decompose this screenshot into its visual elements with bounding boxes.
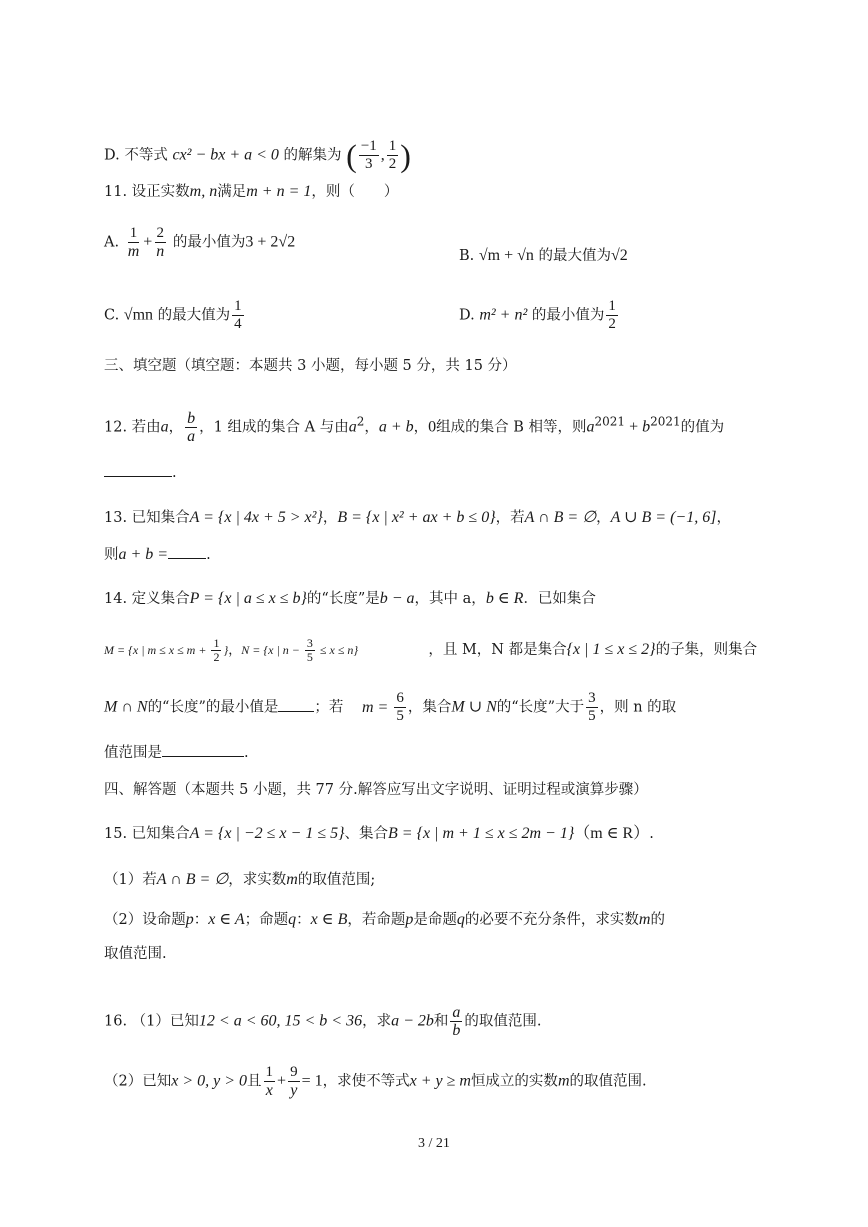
fraction: $\frac{-1}{3}$ [360,138,377,172]
stem-text: ，求使不等式 [322,1073,410,1090]
q11-stem [104,182,398,202]
math-expr: {x | 1 ≤ x ≤ 2} [566,641,656,658]
fraction: $\frac{1}{2}$ [608,298,616,332]
math-expr: x + y ≥ m [409,1072,471,1090]
fraction: $\frac{2}{n}$ [156,225,165,260]
fraction: $\frac{3}{5}$ [306,636,313,664]
q15-part2: （2）设命题p：x ∈ A；命题q：x ∈ B，若命题p是命题q的必要不充分条件，求实数m的 [104,911,665,928]
stem-text: 的“长度”是 [306,591,380,607]
stem-text: ，1 组成的集合 A 与由 [199,419,349,436]
q11-option-b [459,246,628,266]
stem-text: 则 [104,547,119,563]
q16-part2: （2）已知x > 0, y > 0且 $\frac{1}{x}$ + $\frac{9}{y}$ = 1，求使不等式x + y ≥ m恒成立的实数m的取值范围. [104,1064,647,1099]
stem-text: 、集合 [344,826,389,842]
stem-text: ，且 M，N 都是集合 [428,642,567,658]
math-expr: A = {x | −2 ≤ x − 1 ≤ 5} [189,825,345,842]
stem-text: ；命题 [244,912,289,928]
fraction: $\frac{1}{m}$ [127,225,140,260]
answer-blank[interactable] [278,697,314,712]
stem-text: ．已如集合 [523,591,596,607]
stem-text: 设正实数 [131,184,190,200]
math-expr: A ∪ B = (−1, 6] [610,509,717,526]
answer-blank[interactable] [162,742,244,757]
stem-text: 的必要不充分条件，求实数 [464,912,639,928]
stem-text: 值范围是 [104,745,162,761]
q10-option-d: D. 不等式 cx² − bx + a < 0 的解集为 ( $\frac{-1}{3}$ , $\frac{1}{2}$ ) [104,137,411,174]
fraction: $\frac{1}{x}$ [265,1064,274,1099]
fraction: $\frac{1}{2}$ [213,636,220,664]
stem-text: ，若 [495,510,525,526]
interval-close-paren: ) [400,137,411,174]
stem-text: 恒成立的实数 [470,1073,558,1090]
math-expr: m² + n² [479,306,528,324]
math-expr: x ∈ A [208,911,245,928]
q12-line1: 12. 若由a， $\frac{b}{a}$ ，1 组成的集合 A 与由$a^2$，a + b，0组成的集合 B 相等，则$a^{2021} + b^{2021}$的值为 [104,410,725,445]
stem-text: 定义集合 [131,591,190,607]
math-expr: M ∩ N [104,698,148,716]
math-expr: （m ∈ R） [574,825,650,842]
question-number: 15. [104,826,128,842]
q14-line3: M ∩ N的“长度”的最小值是 ；若 m = $\frac{6}{5}$ ，集合M ∪ N的“长度”大于 $\frac{3}{5}$ ，则 n 的取 [104,690,677,724]
math-expr: √2 [611,247,628,264]
math-expr: 12 < a < 60, 15 < b < 36 [198,1012,363,1030]
stem-text: 的“长度”的最小值是 [147,699,279,716]
section-heading: 四、解答题（本题共 5 小题，共 77 分.解答应写出文字说明、证明过程或演算步骤） [104,782,648,798]
q11-option-d [459,298,620,333]
stem-text: （1）已知 [131,1013,199,1030]
math-expr: B = {x | m + 1 ≤ x ≤ 2m − 1} [388,825,575,842]
math-expr: x ∈ B [310,911,348,928]
stem-text: 已知集合 [131,510,190,526]
math-expr: a − 2b [391,1012,434,1030]
math-expr: B = {x | x² + ax + b ≤ 0} [337,509,496,526]
q15-part1: （1）若A ∩ B = ∅，求实数m的取值范围; [104,871,376,888]
math-expr: A ∩ B = ∅ [524,509,597,526]
stem-text: 且 [247,1073,262,1090]
question-number: 13. [104,510,128,526]
answer-blank[interactable] [168,544,206,559]
q12-line2: . [104,462,177,483]
q15-part2-line2: 取值范围. [104,946,167,962]
math-expr: M ∪ N [451,698,497,716]
fraction: $\frac{3}{5}$ [588,690,596,724]
interval-open-paren: ( [346,137,357,174]
section-heading: 三、填空题（填空题：本题共 3 小题，每小题 5 分，共 15 分） [104,358,517,374]
q15-line1: 15. 已知集合A = {x | −2 ≤ x − 1 ≤ 5}、集合B = {x | m + 1 ≤ x ≤ 2m − 1}（m ∈ R）. [104,825,654,842]
fraction: $\frac{6}{5}$ [396,690,404,724]
option-label: C. [104,307,120,324]
stem-text: 是命题 [413,912,457,928]
option-text: 的最大值为 [157,307,231,324]
stem-text: ，其中 a， [414,591,486,607]
answer-blank[interactable] [104,462,172,477]
stem-text: 的子集，则集合 [655,642,758,658]
option-label: D. [459,307,475,324]
math-expr: b − a [379,590,415,607]
math-expr: x > 0, y > 0 [171,1072,248,1090]
stem-text: 若由 [131,419,161,436]
option-text: 的最小值为 [172,234,246,251]
math-expr: 3 + 2√2 [245,233,296,251]
math-expr: m + n = 1 [246,183,312,200]
q14-line1 [104,589,596,609]
math-expr: A ∩ B = ∅ [156,871,229,888]
math-expr: a + b = [118,546,169,563]
question-number: 11. [104,184,128,200]
q11-option-c [104,298,246,333]
stem-text: ，则（ ） [311,184,399,200]
stem-text: 的取值范围; [297,872,376,888]
stem-text: ，集合 [407,699,452,716]
stem-text: 组成的集合 B 相等，则 [436,419,587,436]
stem-text: ，求 [362,1013,392,1030]
option-text: 的最小值为 [531,307,605,324]
stem-text: 的取值范围. [464,1013,542,1030]
stem-text: ，求实数 [228,872,287,888]
math-expr: m, n [189,183,218,200]
stem-text: 的取值范围. [569,1073,647,1090]
stem-text: 的 [650,912,665,928]
stem-text: 的值为 [680,419,725,436]
math-expr: cx² − bx + a < 0 [172,146,279,164]
q13-line1: 13. 已知集合A = {x | 4x + 5 > x²}，B = {x | x² + ax + b ≤ 0}，若A ∩ B = ∅，A ∪ B = (−1, 6]， [104,509,731,526]
option-label: B. [459,248,475,264]
stem-text: ；若 [314,699,344,716]
fraction: $\frac{a}{b}$ [452,1004,461,1039]
q13-line2: 则a + b = . [104,546,211,563]
fraction: $\frac{1}{4}$ [234,298,242,332]
math-expr: P = {x | a ≤ x ≤ b} [189,590,307,607]
page-number: 3 / 21 [418,1136,450,1151]
stem-text: 和 [433,1013,449,1030]
q14-line2: M = {x | m ≤ x ≤ m + $\frac{1}{2}$ }，N = {x | n − $\frac{3}{5}$ ≤ x ≤ n} ，且 M，N 都是集合{x | 1 ≤ x ≤ 2}的子集，则集合 [104,636,758,664]
stem-text: ，若命题 [347,912,406,928]
stem-text: （2）设命题 [104,912,186,928]
option-label: A. [104,234,120,251]
question-number: 12. [104,419,128,436]
math-expr: A = {x | 4x + 5 > x²} [189,509,323,526]
stem-text: 满足 [217,184,247,200]
fraction: $\frac{b}{a}$ [187,410,196,445]
stem-text: （2）已知 [104,1073,172,1090]
fraction: $\frac{1}{2}$ [388,138,397,172]
stem-text: ，则 n 的取 [599,699,677,716]
q16-part1 [104,1004,542,1039]
math-expr: √m + √n [478,247,534,264]
option-text: 的解集为 [283,147,342,164]
stem-text: 的“长度”大于 [496,699,585,716]
option-text: 不等式 [124,147,168,164]
math-expr: √mn [123,306,154,324]
stem-text: （1）若 [104,872,157,888]
math-expr: b ∈ R [485,590,524,607]
question-number: 16. [104,1013,128,1030]
stem-text: 已知集合 [131,826,190,842]
q11-option-a: A. $\frac{1}{m}$ + $\frac{2}{n}$ 的最小值为3 + 2√2 [104,225,296,260]
q14-line4: 值范围是 . [104,742,249,763]
option-label: D. [104,147,120,164]
fraction: $\frac{9}{y}$ [290,1064,298,1099]
option-text: 的最大值为 [538,248,612,264]
question-number: 14. [104,591,128,607]
